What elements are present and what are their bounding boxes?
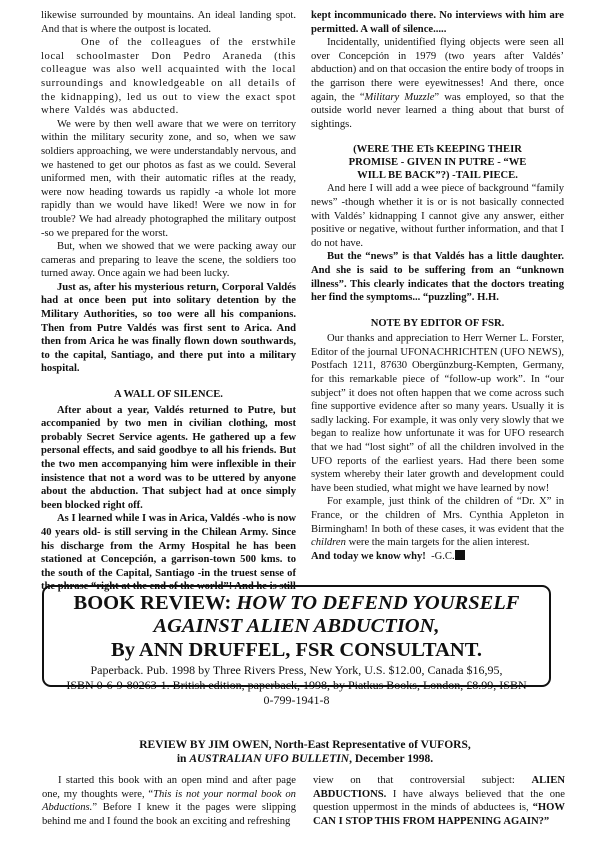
book-title-line2: AGAINST ALIEN ABDUCTION, [153,615,440,637]
bold-text: “HOW CAN I STOP THIS FROM HAPPENING AGAIN?” [313,802,565,827]
info-line: 0-799-1941-8 [263,693,330,707]
book-title-line1: HOW TO DEFEND YOURSELF [236,592,520,614]
paragraph: We were by then well aware that we were on territory within the military security zone, and so, when we saw soldiers approaching, we were understandably nervous, and we hastened to get our photos as fast as we could. Several uniformed men, with their automatic rifles at the ready, were now heading towards us rapidly -a whole lot more rapidly than we would have liked! Were we now in for trouble? We had already photographed the military outpost -so we prepared for the worst. [41,118,296,239]
text: Incidentally, unidentified flying objects were seen all over Concepción in 1979 (two years after Valdés’ abduction) and on that occasion the entire body of troops in the garrison there were eyewitnesses! And there, once again, the “ [311,37,564,103]
paragraph [313,774,565,828]
bold-text: ALIEN ABDUCTIONS. [313,775,565,800]
info-line: Paperback. Pub. 1998 by Three Rivers Press, New York, U.S. $12.00, Canada $16,95, [90,663,503,677]
paragraph: And here I will add a wee piece of background “family news” -though whether it is or is not basically connected with Valdés’ kidnapping I cannot give any answer, either positive or negative, without further information, and that I do not have. [311,183,564,249]
book-author: By ANN DRUFFEL, FSR CONSULTANT. [111,639,482,661]
book-publication-info [44,663,549,708]
section-heading-tail-piece: (WERE THE ETs KEEPING THEIR PROMISE - GIVEN IN PUTRE - “WE WILL BE BACK”?) -TAIL PIECE. [348,144,527,182]
review-body-left [42,774,296,828]
text: view on that controversial subject: [313,775,532,786]
text: I have always believed that the one question uppermost in the minds of abductees is, [313,788,565,814]
paragraph [42,774,296,828]
text: I started this book with an open mind and after page one, my thoughts were, “ [42,775,296,800]
book-review-label: BOOK REVIEW: [73,592,237,614]
paragraph: But, when we showed that we were packing away our cameras and preparing to leave the scene, the soldiers too turned away. Once again we had been lucky. [41,241,296,280]
paragraph-bold: kept incommunicado there. No interviews with him are permitted. A wall of silence..... [311,10,564,35]
text: ” Before I knew it the pages were slipping behind me and I found the book an exciting and refreshing [42,802,296,827]
paragraph: One of the colleagues of the erstwhile local schoolmaster Don Pedro Araneda (this colleague was also well acquainted with the local surroundings and knowledgeable on all details of the kidnapping), led us out to view the exact spot where Valdés was abducted. [41,37,296,117]
italic-text: This is not your normal book on Abductions. [42,788,296,814]
publication-name: AUSTRALIAN UFO BULLETIN [189,753,350,765]
paragraph-bold: Just as, after his mysterious return, Corporal Valdés had at once been put into solitary detention by the Military Authorities, so too were all his companions. Then from Putre Valdés was first sent to Arica. And then from Arica he was finally flown down southwards, to the capital, Santiago, and there put into a military hospital. [41,281,296,375]
book-review-title [44,592,549,638]
text: were the main targets for the alien interest. [345,537,530,549]
italic-text: children [311,537,346,549]
section-heading-editor-note: NOTE BY EDITOR OF FSR. [370,317,505,329]
bold-text: And today we know why! [311,550,426,562]
closing-line [311,550,564,564]
text: For example, just think of the children of “Dr. X” in France, or the children of Mrs. Cynthia Appleton in Birmingham! In both of these cases, it was evident that the [311,496,564,535]
review-body-right [313,774,565,828]
text: ” was employed, so that the outside world never learned a thing about that burst of sightings. [311,91,565,130]
review-heading [40,738,570,766]
book-review-box [42,585,551,707]
paragraph-bold: But the “news” is that Valdés has a little daughter. And she is said to be suffering from an “unknown illness”. This clearly indicates that the doctors treating her find the symptoms... “puzzling”. H.H. [311,251,564,304]
review-heading-line1: REVIEW BY JIM OWEN, North-East Representative of VUFORS, [139,739,471,751]
paragraph-bold: After about a year, Valdés returned to Putre, but accompanied by two men in civilian clothing, most probably Secret Service agents. He gathered up a few personal effects, and said goodbye to all his friends. But the two men accompanying him were inflexible in their insistence that not a word was to be uttered by anyone about the abduction. That subject had at once simply been blocked right off. [41,404,296,511]
section-heading-wall-of-silence: A WALL OF SILENCE. [114,389,223,401]
paragraph: Our thanks and appreciation to Herr Werner L. Forster, Editor of the journal UFONACHRICHTEN (UFO NEWS), Postfach 1211, 87630 Obergünzburg-Kempten, Germany, for this remarkable piece of “follow-up work”. In “our subject” it does not often happen that we come across such fine supportive evidence after so many years. Usually it is sadly lacking. For example, it was only very slowly that we began to realize how unfortunate it was for UFO research that we had “lost sight” of all the children involved in the UFO reports of the earliest years. Had there been some system whereby their later growth and development could have been studied, what might we have learned by now! [311,333,564,494]
text: in [176,753,190,765]
end-mark-icon [455,550,465,560]
left-column [41,9,296,594]
text: , December 1998. [349,753,434,765]
paragraph [311,495,564,549]
paragraph [311,36,564,131]
paragraph: likewise surrounded by mountains. An ideal landing spot. And that is where the outpost is located. [41,10,296,35]
signature: -G.C. [431,550,455,562]
italic-text: Military Muzzle [364,91,435,103]
info-line: ISBN 0-6-9-80263-1. British edition, paperback, 1998, by Piatkus Books, London, £8.99, ISBN [66,678,527,692]
paragraph-bold: As I learned while I was in Arica, Valdés -who is now 40 years old- is still serving in the Chilean Army. Since his discharge from the Army Hospital he has been stationed at Concepción, a garrison-town 500 kms. to the south of the Capital, Santiago -in the truest sense of the phrase “right at the end of the world”! And he is still [41,513,296,593]
right-column [311,9,564,563]
